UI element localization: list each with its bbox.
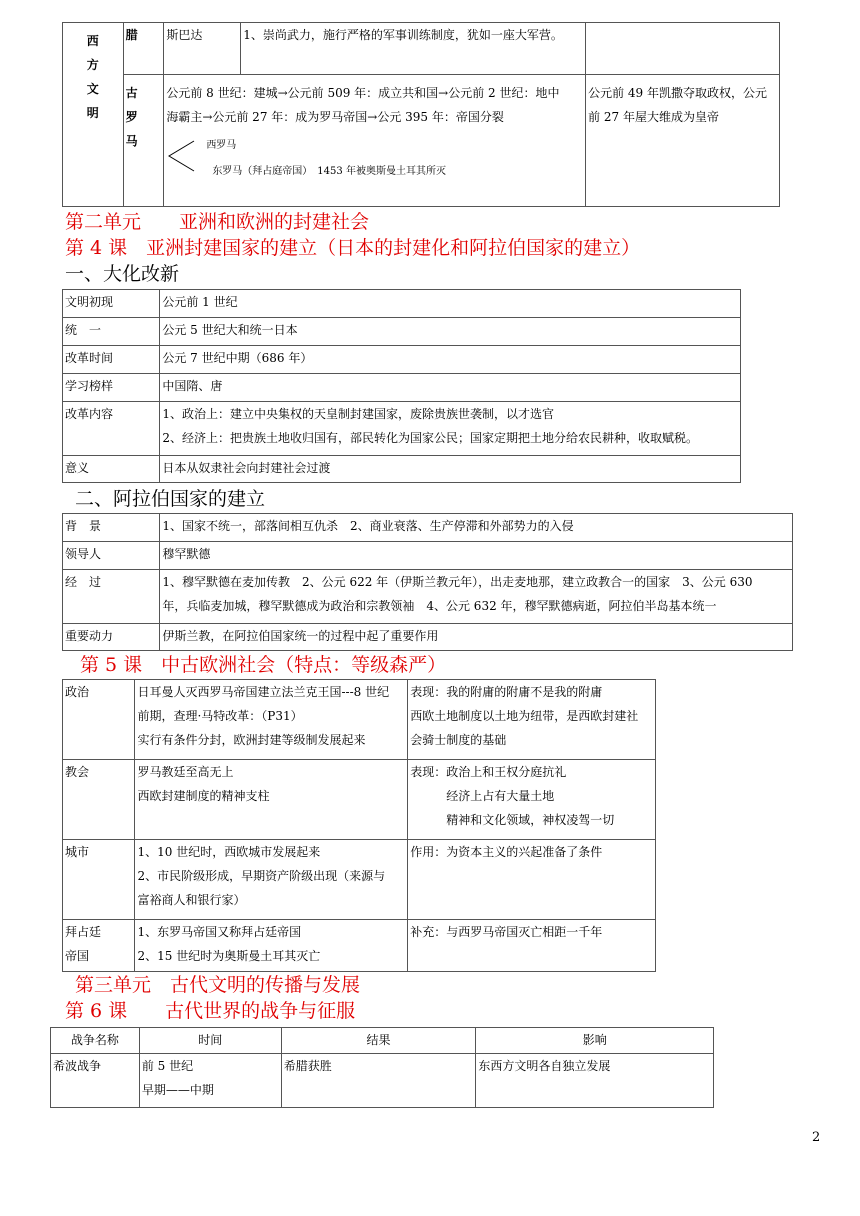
table-row-label: 经 过 — [63, 570, 160, 624]
table-cell: 穆罕默德 — [160, 542, 793, 570]
rome-history: 公元前 8 世纪：建城→公元前 509 年：成立共和国→公元前 2 世纪：地中 海霸主→公元前 27 年：成为罗马帝国→公元 395 年：帝国分裂 西罗马 东罗马（拜占庭帝国） 1453 年被奥斯曼土耳其所灭 — [164, 75, 586, 207]
table-row-label: 城市 — [63, 840, 135, 920]
lesson4-title: 第 4 课 亚洲封建国家的建立（日本的封建化和阿拉伯国家的建立） — [65, 237, 641, 259]
arab-table — [62, 513, 793, 651]
table-cell: 表现：我的附庸的附庸不是我的附庸 西欧土地制度以土地为纽带，是西欧封建社 会骑士制度的基础 — [408, 680, 656, 760]
table-header: 结果 — [281, 1028, 476, 1054]
greece-extra — [586, 23, 780, 75]
taika-table — [62, 289, 741, 483]
section1-title: 一、大化改新 — [65, 263, 180, 285]
east-rome: 东罗马（拜占庭帝国） 1453 年被奥斯曼土耳其所灭 — [212, 166, 446, 177]
table-row-label: 拜占廷 帝国 — [63, 920, 135, 972]
table-cell: 1、国家不统一，部落间相互仇杀 2、商业衰落、生产停滞和外部势力的入侵 — [160, 514, 793, 542]
sparta-label: 斯巴达 — [164, 23, 241, 75]
table-row-label: 学习榜样 — [63, 374, 160, 402]
table-cell: 1、10 世纪时，西欧城市发展起来 2、市民阶级形成，早期资产阶级出现（来源与 富裕商人和银行家） — [135, 840, 408, 920]
table-cell: 1、政治上：建立中央集权的天皇制封建国家，废除贵族世袭制，以才选官 2、经济上：把贵族土地收归国有，部民转化为国家公民；国家定期把土地分给农民耕种，收取赋税。 — [160, 402, 741, 456]
table-cell: 前 5 世纪 早期——中期 — [139, 1054, 281, 1108]
table-row-label: 背 景 — [63, 514, 160, 542]
unit3-title: 第三单元 古代文明的传播与发展 — [75, 974, 361, 996]
table-row-label: 意义 — [63, 456, 160, 483]
branch-bracket-icon — [166, 139, 196, 173]
rome-extra: 公元前 49 年凯撒夺取政权，公元 前 27 年屋大维成为皇帝 — [586, 75, 780, 207]
table-header: 时间 — [139, 1028, 281, 1054]
europe-table — [62, 679, 656, 972]
table-row-label: 文明初现 — [63, 290, 160, 318]
table-cell: 罗马教廷至高无上 西欧封建制度的精神支柱 — [135, 760, 408, 840]
page-number: 2 — [812, 1130, 821, 1145]
table-row-label: 改革内容 — [63, 402, 160, 456]
west-civ-label: 西 方 文 明 — [63, 23, 124, 207]
table-header: 战争名称 — [51, 1028, 140, 1054]
table-cell: 公元 5 世纪大和统一日本 — [160, 318, 741, 346]
table-row-label: 重要动力 — [63, 624, 160, 651]
table-cell: 希波战争 — [51, 1054, 140, 1108]
rome-label: 古 罗 马 — [123, 75, 164, 207]
table-cell: 公元 7 世纪中期（686 年） — [160, 346, 741, 374]
table-cell: 1、东罗马帝国又称拜占廷帝国 2、15 世纪时为奥斯曼土耳其灭亡 — [135, 920, 408, 972]
table-cell: 东西方文明各自独立发展 — [476, 1054, 714, 1108]
table-cell: 伊斯兰教，在阿拉伯国家统一的过程中起了重要作用 — [160, 624, 793, 651]
table-cell: 公元前 1 世纪 — [160, 290, 741, 318]
table-row-label: 统 一 — [63, 318, 160, 346]
table-cell: 中国隋、唐 — [160, 374, 741, 402]
table-cell: 希腊获胜 — [281, 1054, 476, 1108]
table-cell: 作用：为资本主义的兴起准备了条件 — [408, 840, 656, 920]
table-row-label: 领导人 — [63, 542, 160, 570]
table-cell: 补充：与西罗马帝国灭亡相距一千年 — [408, 920, 656, 972]
lesson6-title: 第 6 课 古代世界的战争与征服 — [65, 1000, 356, 1022]
greece-label: 腊 — [123, 23, 164, 75]
table-cell: 1、穆罕默德在麦加传教 2、公元 622 年（伊斯兰教元年），出走麦地那，建立政教合一的国家 3、公元 630 年，兵临麦加城，穆罕默德成为政治和宗教领袖 4、公元 632 年，穆罕默德病逝，阿拉伯半岛基本统一 — [160, 570, 793, 624]
section2-title: 二、阿拉伯国家的建立 — [75, 488, 266, 510]
table-header: 影响 — [476, 1028, 714, 1054]
civilization-table — [62, 22, 780, 207]
unit2-title: 第二单元 亚洲和欧洲的封建社会 — [65, 211, 370, 233]
war-table — [50, 1027, 714, 1108]
sparta-desc: 1、崇尚武力，施行严格的军事训练制度，犹如一座大军营。 — [241, 23, 586, 75]
table-row-label: 政治 — [63, 680, 135, 760]
table-row-label: 改革时间 — [63, 346, 160, 374]
table-row-label: 教会 — [63, 760, 135, 840]
table-cell: 表现：政治上和王权分庭抗礼 经济上占有大量土地 精神和文化领域，神权凌驾一切 — [408, 760, 656, 840]
table-cell: 日本从奴隶社会向封建社会过渡 — [160, 456, 741, 483]
table-cell: 日耳曼人灭西罗马帝国建立法兰克王国---8 世纪 前期，查理·马特改革：（P31） 实行有条件分封，欧洲封建等级制发展起来 — [135, 680, 408, 760]
lesson5-title: 第 5 课 中古欧洲社会（特点：等级森严） — [80, 654, 447, 676]
west-rome: 西罗马 — [206, 140, 237, 151]
